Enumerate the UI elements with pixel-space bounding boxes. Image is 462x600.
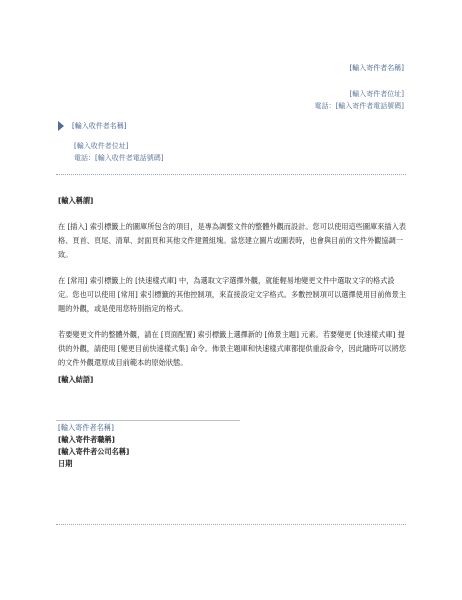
- salutation[interactable]: [輸入稱謂]: [58, 196, 94, 205]
- signature-block: [58, 422, 129, 470]
- sender-address[interactable]: [輸入寄件者位址]: [349, 90, 404, 98]
- top-divider: [56, 174, 406, 175]
- triangle-right-icon: [58, 121, 64, 131]
- sender-name[interactable]: [輸入寄件者名稱]: [349, 64, 404, 72]
- recipient-details: [58, 140, 163, 164]
- letter-body: [58, 194, 406, 382]
- recipient-name[interactable]: [輸入收件者名稱]: [72, 122, 127, 130]
- signature-line: [56, 420, 240, 421]
- recipient-name-row: [58, 120, 163, 132]
- recipient-phone[interactable]: 電話：[輸入收件者電話號碼]: [74, 154, 164, 162]
- body-paragraph-1[interactable]: 在 [插入] 索引標籤上的圖庫所包含的項目，是專為調整文件的整體外觀而設計。您可以使用這些圖庫來插入表格、頁首、頁尾、清單、封面頁和其他文件建置組塊。當您建立圖片或圖表時，也會與目前的文件外觀協調一致。: [58, 222, 406, 259]
- bottom-divider: [56, 524, 406, 525]
- recipient-address[interactable]: [輸入收件者位址]: [74, 142, 129, 150]
- sender-phone[interactable]: 電話：[輸入寄件者電話號碼]: [314, 102, 404, 110]
- closing[interactable]: [輸入結語]: [58, 375, 94, 384]
- body-paragraph-2[interactable]: 在 [常用] 索引標籤上的 [快速樣式庫] 中，為選取文字選擇外觀，就能輕易地變更文件中選取文字的格式設定。您也可以使用 [常用] 索引標籤的其他控制項，來直接設定文字格式。多數控制項可以選擇使用目前佈景主題的外觀，或是使用您特別指定的格式。: [58, 276, 406, 313]
- sender-block: [315, 62, 404, 112]
- recipient-block: [58, 120, 163, 164]
- signature-name[interactable]: [輸入寄件者名稱]: [58, 423, 114, 432]
- signature-company[interactable]: [輸入寄件者公司名稱]: [58, 447, 130, 456]
- signature-date[interactable]: 日期: [58, 459, 73, 468]
- body-paragraph-3[interactable]: 若要變更文件的整體外觀，請在 [頁面配置] 索引標籤上選擇新的 [佈景主題] 元素。若要變更 [快速樣式庫] 提供的外觀，請使用 [變更目前快速樣式集] 命令。佈景主題庫和快速樣式庫都提供重設命令，因此隨時可以將您的文件外觀還原成目前範本的原始狀態。: [58, 330, 406, 367]
- signature-title[interactable]: [輸入寄件者職稱]: [58, 435, 115, 444]
